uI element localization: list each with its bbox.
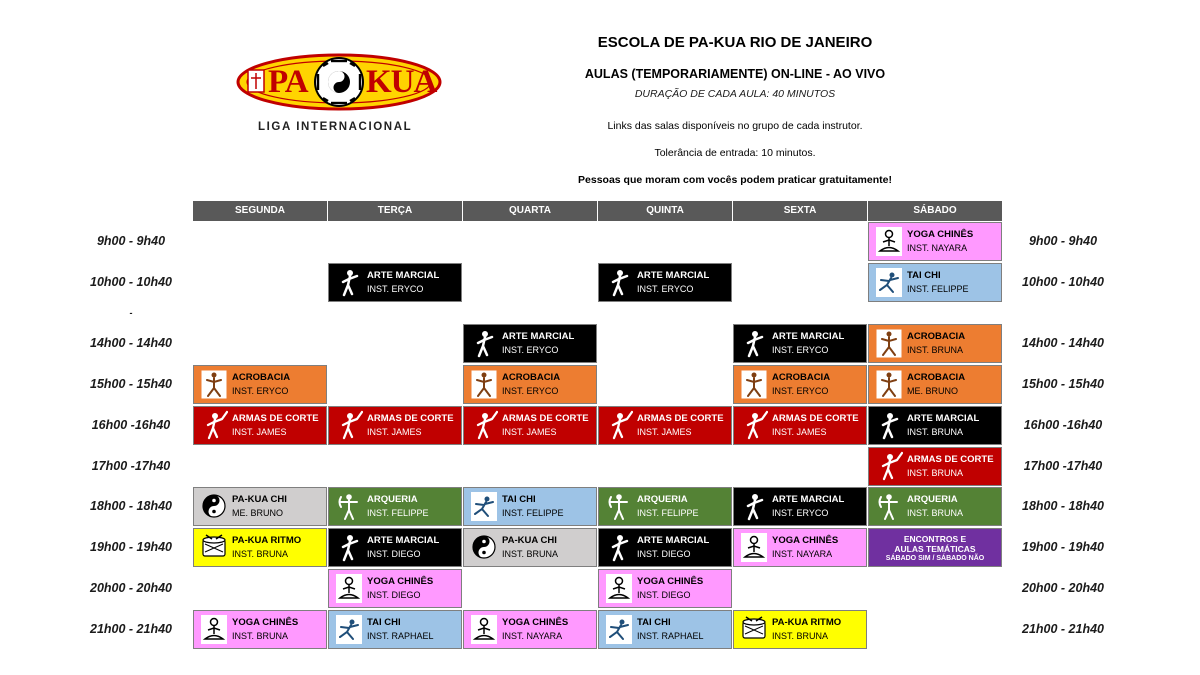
class-cell-armas-de-corte[interactable] bbox=[598, 406, 732, 445]
day-header-segunda: SEGUNDA bbox=[193, 201, 327, 221]
time-label-left: - bbox=[129, 308, 133, 318]
time-label-right: 18h00 - 18h40 bbox=[1022, 499, 1104, 513]
class-cell-acrobacia[interactable] bbox=[733, 365, 867, 404]
martial-artist-icon bbox=[875, 410, 903, 441]
class-name: ARQUERIA bbox=[367, 494, 418, 505]
class-instructor: INST. RAPHAEL bbox=[367, 631, 434, 641]
class-name: YOGA CHINÊS bbox=[502, 617, 569, 628]
class-instructor: INST. JAMES bbox=[367, 427, 422, 437]
class-cell-arte-marcial[interactable] bbox=[733, 487, 867, 526]
class-cell-arte-marcial[interactable] bbox=[463, 324, 597, 363]
class-name: ACROBACIA bbox=[772, 372, 831, 383]
class-name: YOGA CHINÊS bbox=[772, 535, 839, 546]
class-cell-pakua-chi[interactable] bbox=[193, 487, 327, 526]
class-name: ARTE MARCIAL bbox=[367, 270, 440, 281]
martial-artist-icon bbox=[740, 328, 768, 359]
time-label-right: 21h00 - 21h40 bbox=[1022, 622, 1104, 636]
logo-text-right: KUA bbox=[366, 64, 437, 100]
class-name: ARQUERIA bbox=[637, 494, 688, 505]
class-cell-arte-marcial[interactable] bbox=[328, 528, 462, 567]
time-label-right: 16h00 -16h40 bbox=[1023, 418, 1103, 432]
class-cell-yoga[interactable] bbox=[463, 610, 597, 649]
class-cell-pakua-chi[interactable] bbox=[463, 528, 597, 567]
meditation-icon bbox=[875, 226, 903, 257]
class-instructor: INST. FELIPPE bbox=[637, 508, 699, 518]
class-instructor: INST. NAYARA bbox=[502, 631, 563, 641]
class-instructor: INST. JAMES bbox=[502, 427, 557, 437]
time-label-right: 20h00 - 20h40 bbox=[1022, 581, 1104, 595]
drum-icon bbox=[200, 532, 228, 563]
class-name: TAI CHI bbox=[907, 270, 941, 281]
class-name: PA-KUA CHI bbox=[232, 494, 287, 505]
class-instructor: INST. BRUNA bbox=[232, 549, 289, 559]
time-label-left: 15h00 - 15h40 bbox=[90, 377, 172, 391]
martial-artist-icon bbox=[470, 328, 498, 359]
acrobat-icon bbox=[875, 369, 903, 400]
class-name: YOGA CHINÊS bbox=[232, 617, 299, 628]
tolerance-note: Tolerância de entrada: 10 minutos. bbox=[654, 147, 816, 159]
time-label-left: 18h00 - 18h40 bbox=[90, 499, 172, 513]
class-cell-tai-chi[interactable] bbox=[868, 263, 1002, 302]
class-cell-yoga[interactable] bbox=[598, 569, 732, 608]
class-name: ARTE MARCIAL bbox=[772, 494, 845, 505]
encontros-title bbox=[869, 534, 1001, 554]
class-name: ARMAS DE CORTE bbox=[907, 454, 994, 465]
class-cell-arqueria[interactable] bbox=[868, 487, 1002, 526]
class-cell-acrobacia[interactable] bbox=[868, 365, 1002, 404]
encontros-line1: ENCONTROS E bbox=[903, 534, 967, 544]
time-label-left: 19h00 - 19h40 bbox=[90, 540, 172, 554]
class-instructor: INST. DIEGO bbox=[367, 590, 421, 600]
meditation-icon bbox=[605, 573, 633, 604]
martial-artist-icon bbox=[335, 532, 363, 563]
duration-note: DURAÇÃO DE CADA AULA: 40 MINUTOS bbox=[634, 88, 836, 100]
class-name: TAI CHI bbox=[367, 617, 401, 628]
meditation-icon bbox=[335, 573, 363, 604]
class-instructor: INST. JAMES bbox=[637, 427, 692, 437]
tai-chi-icon bbox=[605, 614, 633, 645]
day-header-terca: TERÇA bbox=[328, 201, 462, 221]
class-instructor: ME. BRUNO bbox=[232, 508, 284, 518]
class-instructor: INST. ERYCO bbox=[367, 284, 424, 294]
class-cell-arte-marcial[interactable] bbox=[598, 528, 732, 567]
class-instructor: INST. DIEGO bbox=[367, 549, 421, 559]
time-label-left: 10h00 - 10h40 bbox=[90, 275, 172, 289]
class-instructor: INST. JAMES bbox=[772, 427, 827, 437]
class-name: ARMAS DE CORTE bbox=[637, 413, 724, 424]
class-instructor: INST. DIEGO bbox=[637, 590, 691, 600]
archer-icon bbox=[875, 491, 903, 522]
time-label-left: 17h00 -17h40 bbox=[91, 459, 171, 473]
class-instructor: INST. BRUNA bbox=[502, 549, 559, 559]
drum-icon bbox=[740, 614, 768, 645]
class-instructor: INST. NAYARA bbox=[772, 549, 833, 559]
class-instructor: INST. JAMES bbox=[232, 427, 287, 437]
class-instructor: INST. ERYCO bbox=[772, 386, 829, 396]
day-header-sabado: SÁBADO bbox=[868, 201, 1002, 221]
class-cell-arte-marcial[interactable] bbox=[328, 263, 462, 302]
day-header-quinta: QUINTA bbox=[598, 201, 732, 221]
class-name: ACROBACIA bbox=[502, 372, 561, 383]
day-header-sexta: SEXTA bbox=[733, 201, 867, 221]
class-name: TAI CHI bbox=[637, 617, 671, 628]
logo-subtitle: LIGA INTERNACIONAL bbox=[258, 121, 413, 133]
class-instructor: ME. BRUNO bbox=[907, 386, 959, 396]
martial-artist-icon bbox=[335, 267, 363, 298]
time-label-left: 16h00 -16h40 bbox=[91, 418, 171, 432]
yin-yang-icon bbox=[200, 491, 228, 522]
free-note: Pessoas que moram com vocês podem praticar gratuitamente! bbox=[578, 174, 892, 186]
class-name: ARTE MARCIAL bbox=[907, 413, 980, 424]
day-header-quarta: QUARTA bbox=[463, 201, 597, 221]
class-instructor: INST. ERYCO bbox=[502, 345, 559, 355]
class-name: ARMAS DE CORTE bbox=[772, 413, 859, 424]
sword-fighter-icon bbox=[875, 451, 903, 482]
class-name: ARTE MARCIAL bbox=[502, 331, 575, 342]
class-instructor: INST. FELIPPE bbox=[367, 508, 429, 518]
time-label-left: 9h00 - 9h40 bbox=[96, 234, 166, 248]
class-name: ARMAS DE CORTE bbox=[502, 413, 589, 424]
class-cell-arte-marcial[interactable] bbox=[733, 324, 867, 363]
links-note: Links das salas disponíveis no grupo de cada instrutor. bbox=[607, 120, 863, 132]
pakua-logo bbox=[236, 52, 442, 138]
class-name: PA-KUA RITMO bbox=[772, 617, 842, 628]
class-name: PA-KUA RITMO bbox=[232, 535, 302, 546]
class-instructor: INST. BRUNA bbox=[907, 508, 964, 518]
class-name: ACROBACIA bbox=[907, 372, 966, 383]
class-name: ARTE MARCIAL bbox=[637, 535, 710, 546]
martial-artist-icon bbox=[605, 267, 633, 298]
class-name: ARQUERIA bbox=[907, 494, 958, 505]
class-cell-yoga[interactable] bbox=[733, 528, 867, 567]
class-name: YOGA CHINÊS bbox=[367, 576, 434, 587]
encontros-line2: AULAS TEMÁTICAS bbox=[894, 544, 976, 554]
time-label-left: 21h00 - 21h40 bbox=[90, 622, 172, 636]
sword-fighter-icon bbox=[200, 410, 228, 441]
acrobat-icon bbox=[740, 369, 768, 400]
class-cell-acrobacia[interactable] bbox=[868, 324, 1002, 363]
class-name: YOGA CHINÊS bbox=[907, 229, 974, 240]
tai-chi-icon bbox=[875, 267, 903, 298]
class-name: ACROBACIA bbox=[232, 372, 291, 383]
class-instructor: INST. BRUNA bbox=[772, 631, 829, 641]
class-name: ARTE MARCIAL bbox=[367, 535, 440, 546]
class-cell-armas-de-corte[interactable] bbox=[463, 406, 597, 445]
class-cell-pakua-ritmo[interactable] bbox=[733, 610, 867, 649]
class-instructor: INST. BRUNA bbox=[232, 631, 289, 641]
meditation-icon bbox=[200, 614, 228, 645]
sword-fighter-icon bbox=[335, 410, 363, 441]
tai-chi-icon bbox=[335, 614, 363, 645]
class-cell-tai-chi[interactable] bbox=[598, 610, 732, 649]
class-cell-arqueria[interactable] bbox=[598, 487, 732, 526]
class-name: ARMAS DE CORTE bbox=[232, 413, 319, 424]
class-instructor: INST. BRUNA bbox=[907, 345, 964, 355]
tai-chi-icon bbox=[470, 491, 498, 522]
class-name: ARMAS DE CORTE bbox=[367, 413, 454, 424]
class-instructor: INST. FELIPPE bbox=[907, 284, 969, 294]
time-label-right: 9h00 - 9h40 bbox=[1028, 234, 1098, 248]
class-cell-tai-chi[interactable] bbox=[328, 610, 462, 649]
time-label-right: 17h00 -17h40 bbox=[1023, 459, 1103, 473]
logo-text-left: PA bbox=[268, 64, 308, 100]
time-label-left: 20h00 - 20h40 bbox=[90, 581, 172, 595]
meditation-icon bbox=[470, 614, 498, 645]
class-name: TAI CHI bbox=[502, 494, 536, 505]
time-label-right: 14h00 - 14h40 bbox=[1022, 336, 1104, 350]
class-cell-acrobacia[interactable] bbox=[463, 365, 597, 404]
class-instructor: INST. RAPHAEL bbox=[637, 631, 704, 641]
sword-fighter-icon bbox=[605, 410, 633, 441]
class-cell-armas-de-corte[interactable] bbox=[193, 406, 327, 445]
class-cell-pakua-ritmo[interactable] bbox=[193, 528, 327, 567]
archer-icon bbox=[335, 491, 363, 522]
acrobat-icon bbox=[470, 369, 498, 400]
class-cell-yoga[interactable] bbox=[868, 222, 1002, 261]
class-cell-yoga[interactable] bbox=[193, 610, 327, 649]
class-cell-encontros[interactable] bbox=[868, 528, 1002, 567]
class-instructor: INST. BRUNA bbox=[907, 468, 964, 478]
class-instructor: INST. ERYCO bbox=[772, 345, 829, 355]
class-name: ACROBACIA bbox=[907, 331, 966, 342]
class-name: ARTE MARCIAL bbox=[637, 270, 710, 281]
archer-icon bbox=[605, 491, 633, 522]
class-name: YOGA CHINÊS bbox=[637, 576, 704, 587]
class-instructor: INST. BRUNA bbox=[907, 427, 964, 437]
class-name: ARTE MARCIAL bbox=[772, 331, 845, 342]
time-label-right: 10h00 - 10h40 bbox=[1022, 275, 1104, 289]
acrobat-icon bbox=[875, 328, 903, 359]
class-instructor: INST. DIEGO bbox=[637, 549, 691, 559]
martial-artist-icon bbox=[605, 532, 633, 563]
class-cell-armas-de-corte[interactable] bbox=[328, 406, 462, 445]
class-cell-arte-marcial[interactable] bbox=[598, 263, 732, 302]
class-cell-arte-marcial[interactable] bbox=[868, 406, 1002, 445]
time-label-right: 15h00 - 15h40 bbox=[1022, 377, 1104, 391]
class-name: PA-KUA CHI bbox=[502, 535, 557, 546]
acrobat-icon bbox=[200, 369, 228, 400]
class-instructor: INST. ERYCO bbox=[232, 386, 289, 396]
class-instructor: INST. NAYARA bbox=[907, 243, 968, 253]
class-instructor: INST. ERYCO bbox=[637, 284, 694, 294]
class-cell-armas-de-corte[interactable] bbox=[733, 406, 867, 445]
martial-artist-icon bbox=[740, 491, 768, 522]
class-cell-tai-chi[interactable] bbox=[463, 487, 597, 526]
class-instructor: INST. ERYCO bbox=[772, 508, 829, 518]
class-cell-yoga[interactable] bbox=[328, 569, 462, 608]
class-cell-acrobacia[interactable] bbox=[193, 365, 327, 404]
page-title: ESCOLA DE PA-KUA RIO DE JANEIRO bbox=[597, 34, 873, 51]
class-cell-armas-de-corte[interactable] bbox=[868, 447, 1002, 486]
class-instructor: INST. ERYCO bbox=[502, 386, 559, 396]
yin-yang-icon bbox=[470, 532, 498, 563]
time-label-left: 14h00 - 14h40 bbox=[90, 336, 172, 350]
sword-fighter-icon bbox=[740, 410, 768, 441]
class-instructor: INST. FELIPPE bbox=[502, 508, 564, 518]
page-subtitle: AULAS (TEMPORARIAMENTE) ON-LINE - AO VIVO bbox=[584, 67, 886, 81]
time-label-right: 19h00 - 19h40 bbox=[1022, 540, 1104, 554]
sword-fighter-icon bbox=[470, 410, 498, 441]
class-cell-arqueria[interactable] bbox=[328, 487, 462, 526]
meditation-icon bbox=[740, 532, 768, 563]
encontros-note: SÁBADO SIM / SÁBADO NÃO bbox=[885, 555, 985, 562]
